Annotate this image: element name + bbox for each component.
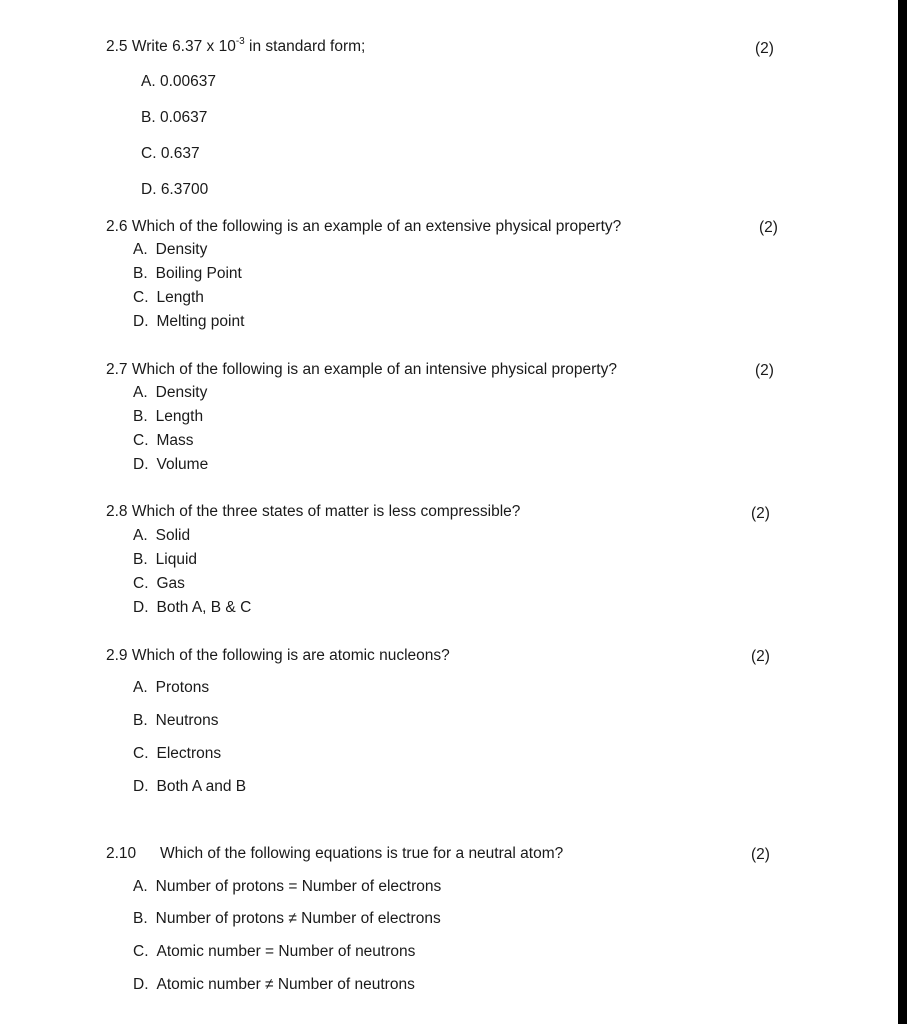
option-d: D. Both A and B	[133, 778, 247, 795]
option-b: B. Neutrons	[133, 712, 219, 729]
option-c: C. Atomic number = Number of neutrons	[133, 943, 416, 960]
question-number: 2.8	[106, 503, 128, 520]
option-d: D. Melting point	[133, 313, 245, 330]
question-2-6	[106, 218, 621, 236]
option-c: C. Mass	[133, 432, 194, 449]
question-2-7	[106, 361, 617, 379]
question-number: 2.10	[106, 845, 137, 862]
question-2-9	[106, 647, 450, 665]
option-c: C. 0.637	[141, 145, 200, 162]
option-b: B. Length	[133, 408, 204, 425]
option-d: D. 6.3700	[141, 181, 209, 198]
question-number: 2.6	[106, 218, 128, 235]
option-b: B. Boiling Point	[133, 265, 242, 282]
question-2-5	[106, 38, 365, 56]
option-a: A. Protons	[133, 679, 210, 696]
question-text: Which of the following is an example of an extensive physical property?	[131, 218, 622, 235]
option-b: B. 0.0637	[141, 109, 208, 126]
option-d: D. Atomic number ≠ Number of neutrons	[133, 976, 415, 993]
option-a: A. Solid	[133, 527, 191, 544]
option-b: B. Number of protons ≠ Number of electrons	[133, 910, 441, 927]
question-2-8	[106, 503, 520, 521]
question-text: Write 6.37 x $10^{-3}$ in standard form;	[131, 36, 366, 55]
option-d: D. Both A, B & C	[133, 599, 252, 616]
question-number: 2.7	[106, 361, 128, 378]
question-marks: (2)	[755, 40, 774, 57]
question-text: Which of the three states of matter is less compressible?	[131, 503, 521, 520]
option-b: B. Liquid	[133, 551, 198, 568]
question-marks: (2)	[751, 648, 770, 665]
question-text: Which of the following is an example of an intensive physical property?	[131, 361, 617, 378]
question-number: 2.5	[106, 38, 128, 55]
option-a: A. 0.00637	[141, 73, 216, 90]
question-number: 2.9	[106, 647, 128, 664]
exponent: -3	[235, 36, 245, 47]
question-marks: (2)	[755, 362, 774, 379]
option-a: A. Density	[133, 384, 208, 401]
question-marks: (2)	[759, 219, 778, 236]
option-c: C. Length	[133, 289, 204, 306]
question-marks: (2)	[751, 846, 770, 863]
option-d: D. Volume	[133, 456, 209, 473]
question-text: Which of the following is are atomic nucleons?	[131, 647, 450, 664]
option-c: C. Gas	[133, 575, 185, 592]
option-a: A. Density	[133, 241, 208, 258]
option-c: C. Electrons	[133, 745, 222, 762]
option-a: A. Number of protons = Number of electrons	[133, 878, 442, 895]
question-text: Which of the following equations is true for a neutral atom?	[160, 845, 564, 862]
question-marks: (2)	[751, 505, 770, 522]
